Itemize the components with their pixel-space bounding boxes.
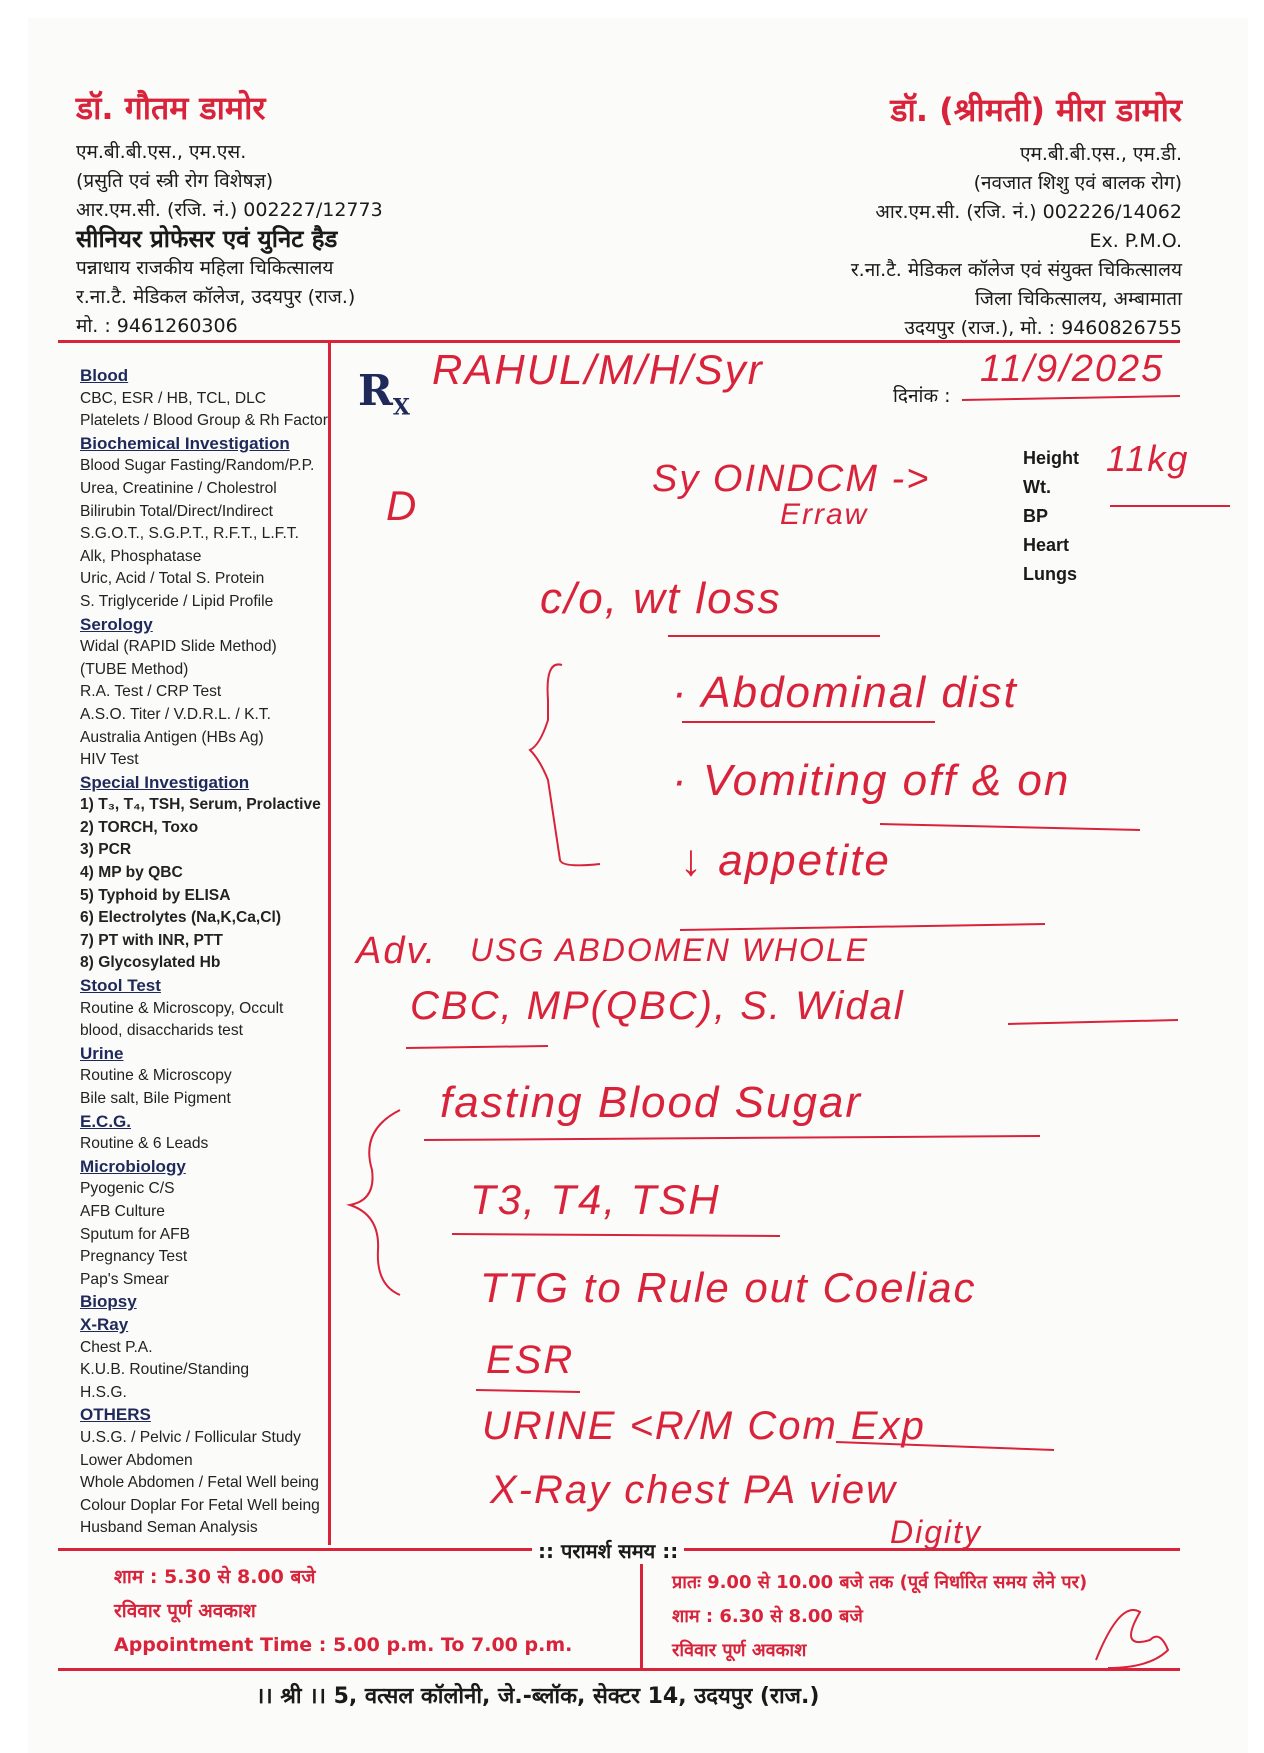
handwritten-date: 11/9/2025 bbox=[980, 348, 1165, 390]
advice-7: URINE <R/M Com Exp bbox=[482, 1404, 926, 1448]
sidebar-section-heading: Stool Test bbox=[80, 976, 161, 996]
timing-line: प्रातः 9.00 से 10.00 बजे तक (पूर्व निर्धारित समय लेने पर) bbox=[672, 1572, 1088, 1593]
left-doctor-college: र.ना.टै. मेडिकल कॉलेज, उदयपुर (राज.) bbox=[76, 286, 356, 308]
sidebar-test-item: Uric, Acid / Total S. Protein bbox=[80, 570, 265, 588]
left-doctor-name: डॉ. गौतम डामोर bbox=[76, 89, 266, 127]
advice-9: Digity bbox=[890, 1514, 983, 1550]
clinical-note-1: c/o, wt loss bbox=[540, 574, 782, 623]
sidebar-test-item: Australia Antigen (HBs Ag) bbox=[80, 728, 264, 746]
sidebar-section-heading: Biopsy bbox=[80, 1292, 137, 1312]
sidebar-section-heading: E.C.G. bbox=[80, 1111, 132, 1131]
left-doctor-degree: एम.बी.बी.एस., एम.एस. bbox=[76, 141, 247, 163]
consult-time-label: :: परामर्श समय :: bbox=[532, 1537, 684, 1564]
clinical-note-3: · Vomiting off & on bbox=[672, 756, 1071, 805]
timing-line: शाम : 5.30 से 8.00 बजे bbox=[114, 1566, 316, 1588]
right-doctor-mobile: उदयपुर (राज.), मो. : 9460826755 bbox=[904, 317, 1182, 339]
sidebar-test-item: 3) PCR bbox=[80, 841, 132, 859]
vital-label: Wt. bbox=[1023, 477, 1051, 497]
vital-label: Heart bbox=[1023, 535, 1070, 555]
sidebar-test-item: K.U.B. Routine/Standing bbox=[80, 1361, 250, 1379]
sidebar-test-item: (TUBE Method) bbox=[80, 660, 189, 678]
sidebar-test-item: 4) MP by QBC bbox=[80, 864, 183, 882]
advice-3: fasting Blood Sugar bbox=[440, 1078, 863, 1127]
sidebar-test-item: Alk, Phosphatase bbox=[80, 547, 202, 565]
sidebar-test-item: Routine & 6 Leads bbox=[80, 1135, 209, 1153]
advice-5: TTG to Rule out Coeliac bbox=[480, 1264, 977, 1311]
sidebar-section-heading: OTHERS bbox=[80, 1405, 151, 1425]
diagnosis-marker: D bbox=[386, 482, 419, 529]
right-doctor-designation: Ex. P.M.O. bbox=[1089, 230, 1182, 252]
advice-2: CBC, MP(QBC), S. Widal bbox=[410, 984, 905, 1028]
vital-label: Height bbox=[1023, 448, 1079, 468]
sidebar-test-item: Pap's Smear bbox=[80, 1270, 169, 1288]
sidebar-test-item: Pregnancy Test bbox=[80, 1248, 188, 1266]
sidebar-test-item: 2) TORCH, Toxo bbox=[80, 818, 199, 836]
right-doctor-hospital: जिला चिकित्सालय, अम्बामाता bbox=[974, 288, 1182, 310]
sidebar-test-item: Whole Abdomen / Fetal Well being bbox=[80, 1474, 319, 1492]
sidebar-test-item: Colour Doplar For Fetal Well being bbox=[80, 1496, 320, 1514]
right-doctor-speciality: (नवजात शिशु एवं बालक रोग) bbox=[973, 172, 1182, 194]
advice-8: X-Ray chest PA view bbox=[490, 1468, 898, 1512]
sidebar-section-heading: Biochemical Investigation bbox=[80, 433, 290, 453]
patient-details: RAHUL/M/H/Syr bbox=[432, 346, 764, 393]
right-doctor-degree: एम.बी.बी.एस., एम.डी. bbox=[1019, 143, 1182, 165]
timing-line: रविवार पूर्ण अवकाश bbox=[672, 1640, 807, 1661]
timing-line: रविवार पूर्ण अवकाश bbox=[114, 1600, 256, 1622]
complaint-line-1: Sy OINDCM -> bbox=[652, 458, 931, 500]
sidebar-test-item: H.S.G. bbox=[80, 1383, 127, 1401]
sidebar-test-item: A.S.O. Titer / V.D.R.L. / K.T. bbox=[80, 705, 271, 723]
sidebar-section-heading: X-Ray bbox=[80, 1314, 129, 1334]
sidebar-test-item: S. Triglyceride / Lipid Profile bbox=[80, 592, 274, 610]
sidebar-test-item: S.G.O.T., S.G.P.T., R.F.T., L.F.T. bbox=[80, 525, 299, 543]
sidebar-section-heading: Blood bbox=[80, 366, 129, 385]
sidebar-test-item: 7) PT with INR, PTT bbox=[80, 931, 223, 949]
sidebar-test-item: Blood Sugar Fasting/Random/P.P. bbox=[80, 457, 315, 475]
right-doctor-reg: आर.एम.सी. (रजि. नं.) 002226/14062 bbox=[875, 201, 1182, 223]
date-label: दिनांक : bbox=[893, 385, 951, 407]
clinic-address: ।। श्री ।। 5, वत्सल कॉलोनी, जे.-ब्लॉक, सेक्टर 14, उदयपुर (राज.) bbox=[256, 1684, 820, 1709]
left-doctor-mobile: मो. : 9461260306 bbox=[76, 315, 238, 337]
sidebar-test-item: R.A. Test / CRP Test bbox=[80, 683, 222, 701]
sidebar-section-heading: Serology bbox=[80, 614, 153, 634]
advice-label: Adv. bbox=[356, 930, 438, 972]
sidebar-section-heading: Special Investigation bbox=[80, 772, 250, 792]
sidebar-section-heading: Urine bbox=[80, 1043, 124, 1063]
sidebar-test-item: CBC, ESR / HB, TCL, DLC bbox=[80, 389, 267, 407]
left-doctor-designation: सीनियर प्रोफेसर एवं युनिट हैड bbox=[76, 225, 338, 253]
clinical-note-2: · Abdominal dist bbox=[672, 668, 1018, 717]
timing-line: शाम : 6.30 से 8.00 बजे bbox=[672, 1606, 863, 1627]
right-doctor-college: र.ना.टै. मेडिकल कॉलेज एवं संयुक्त चिकित्सालय bbox=[850, 259, 1182, 281]
right-doctor-name: डॉ. (श्रीमती) मीरा डामोर bbox=[890, 91, 1182, 129]
sidebar-test-item: Bile salt, Bile Pigment bbox=[80, 1090, 231, 1107]
vital-label: BP bbox=[1023, 506, 1049, 526]
sidebar-test-item: 5) Typhoid by ELISA bbox=[80, 886, 231, 904]
advice-6: ESR bbox=[486, 1338, 575, 1382]
handwritten-weight: 11kg bbox=[1106, 438, 1190, 479]
sidebar-test-item: Chest P.A. bbox=[80, 1338, 153, 1356]
sidebar-test-item: 1) T₃, T₄, TSH, Serum, Prolactive bbox=[80, 796, 321, 814]
sidebar-section-heading: Microbiology bbox=[80, 1156, 186, 1176]
sidebar-test-item: U.S.G. / Pelvic / Follicular Study bbox=[80, 1428, 301, 1446]
sidebar-test-item: Platelets / Blood Group & Rh Factor bbox=[80, 412, 328, 430]
sidebar-test-item: Routine & Microscopy, Occult bbox=[80, 999, 284, 1017]
timing-line: Appointment Time : 5.00 p.m. To 7.00 p.m. bbox=[114, 1634, 573, 1656]
sidebar-test-item: Husband Seman Analysis bbox=[80, 1519, 258, 1537]
vital-label: Lungs bbox=[1023, 564, 1077, 584]
rx-symbol: $R_X$ bbox=[358, 366, 410, 421]
sidebar-test-item: Urea, Creatinine / Cholestrol bbox=[80, 479, 277, 497]
sidebar-test-item: Sputum for AFB bbox=[80, 1225, 191, 1243]
sidebar-test-item: 8) Glycosylated Hb bbox=[80, 954, 221, 972]
sidebar-test-item: HIV Test bbox=[80, 751, 139, 769]
sidebar-test-item: blood, disaccharids test bbox=[80, 1022, 243, 1040]
left-doctor-hospital: पन्नाधाय राजकीय महिला चिकित्सालय bbox=[76, 257, 334, 279]
sidebar-test-item: Bilirubin Total/Direct/Indirect bbox=[80, 502, 273, 520]
sidebar-test-item: Widal (RAPID Slide Method) bbox=[80, 638, 277, 656]
left-doctor-speciality: (प्रसुति एवं स्त्री रोग विशेषज्ञ) bbox=[76, 170, 274, 192]
sidebar-test-item: 6) Electrolytes (Na,K,Ca,Cl) bbox=[80, 909, 282, 927]
sidebar-test-item: Routine & Microscopy bbox=[80, 1067, 232, 1085]
clinical-note-4: ↓ appetite bbox=[680, 836, 891, 885]
sidebar-test-item: Lower Abdomen bbox=[80, 1451, 193, 1469]
advice-1: USG ABDOMEN WHOLE bbox=[470, 932, 870, 968]
sidebar-test-item: AFB Culture bbox=[80, 1202, 165, 1220]
left-doctor-reg: आर.एम.सी. (रजि. नं.) 002227/12773 bbox=[76, 199, 383, 221]
advice-4: T3, T4, TSH bbox=[470, 1176, 721, 1223]
sidebar-test-item: Pyogenic C/S bbox=[80, 1180, 175, 1198]
complaint-line-2: Erraw bbox=[780, 498, 869, 531]
